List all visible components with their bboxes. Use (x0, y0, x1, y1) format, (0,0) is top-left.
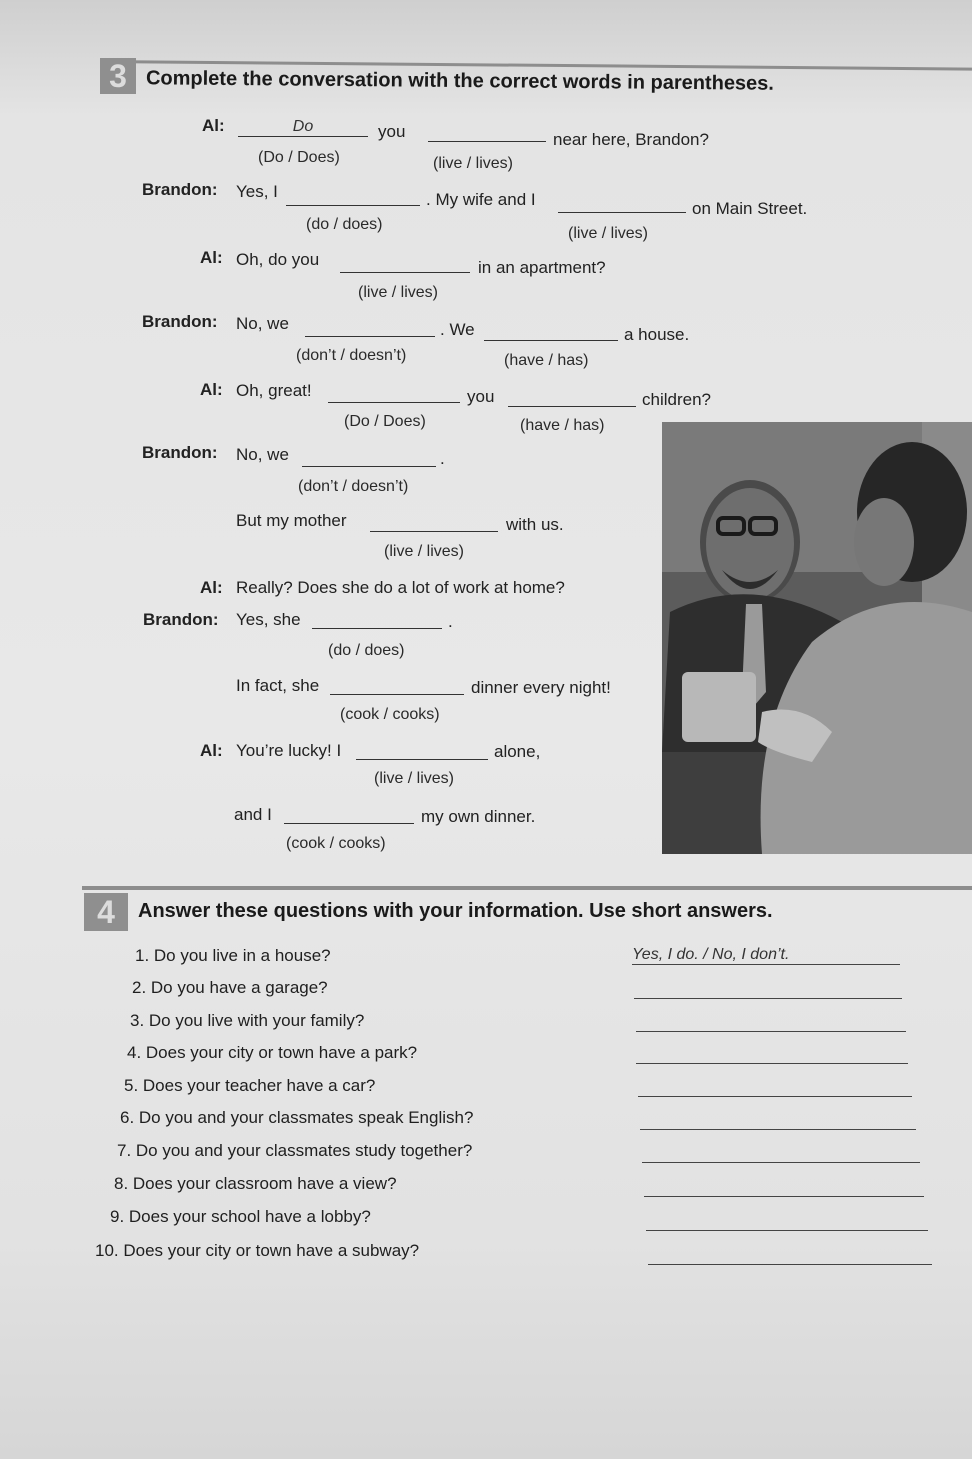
section-4-number: 4 (84, 893, 128, 931)
section-3-instruction: Complete the conversation with the correct words in parentheses. (145, 67, 775, 95)
blank-6[interactable] (305, 318, 435, 337)
line-12-text-b: my own dinner. (421, 807, 536, 826)
line-2-text-c: on Main Street. (692, 199, 808, 218)
speaker-al: Al: (200, 741, 223, 760)
hint-13: (cook / cooks) (340, 706, 440, 723)
question-1: 1. Do you live in a house? (135, 946, 331, 965)
hint-6: (don’t / doesn’t) (296, 347, 407, 364)
line-4-text-c: a house. (624, 325, 690, 344)
blank-9[interactable] (508, 388, 636, 407)
line-6-text-b: . (440, 449, 445, 468)
answer-8[interactable] (644, 1178, 924, 1197)
line-7-text-a: But my mother (236, 511, 347, 530)
line-2-text-b: . My wife and I (426, 190, 536, 209)
section-4-instruction: Answer these questions with your information. Use short answers. (138, 900, 773, 922)
line-1-text-b: near here, Brandon? (553, 130, 709, 149)
blank-8[interactable] (328, 384, 460, 403)
line-5-text-a: Oh, great! (236, 381, 312, 400)
line-5-text-c: children? (642, 390, 711, 409)
line-9-text-b: . (448, 612, 453, 631)
hint-15: (cook / cooks) (286, 835, 386, 852)
speaker-al: Al: (200, 380, 223, 399)
line-10-text-b: dinner every night! (471, 678, 611, 697)
answer-5[interactable] (638, 1078, 912, 1097)
question-5: 5. Does your teacher have a car? (124, 1076, 376, 1095)
line-3-text-b: in an apartment? (478, 258, 606, 277)
line-8-text: Really? Does she do a lot of work at home? (236, 578, 565, 597)
answer-4[interactable] (636, 1045, 908, 1064)
speaker-al: Al: (202, 116, 225, 135)
section-4-rule (82, 886, 972, 890)
blank-5[interactable] (340, 254, 470, 273)
blank-3[interactable] (286, 187, 420, 206)
question-7: 7. Do you and your classmates study together? (117, 1141, 473, 1160)
speaker-al: Al: (200, 248, 223, 267)
answer-6[interactable] (640, 1111, 916, 1130)
answer-10[interactable] (648, 1246, 932, 1265)
blank-1[interactable] (238, 118, 368, 137)
question-6: 6. Do you and your classmates speak English? (120, 1108, 474, 1127)
hint-4: (live / lives) (568, 225, 649, 242)
hint-14: (live / lives) (374, 770, 455, 787)
hint-8: (Do / Does) (344, 413, 426, 430)
line-3-text-a: Oh, do you (236, 250, 320, 269)
line-4-text-a: No, we (236, 314, 289, 333)
blank-13[interactable] (330, 676, 464, 695)
blank-11[interactable] (370, 513, 498, 532)
hint-3: (do / does) (306, 216, 383, 233)
line-9-text-a: Yes, she (236, 610, 301, 629)
hint-12: (do / does) (328, 642, 405, 659)
question-8: 8. Does your classroom have a view? (114, 1174, 397, 1193)
line-7-text-b: with us. (506, 515, 564, 534)
hint-11: (live / lives) (384, 543, 465, 560)
line-5-text-b: you (467, 387, 495, 406)
answer-1[interactable] (632, 946, 900, 965)
speaker-brandon: Brandon: (142, 312, 218, 331)
line-11-text-b: alone, (494, 742, 541, 761)
hint-2: (live / lives) (433, 155, 514, 172)
blank-15[interactable] (284, 805, 414, 824)
hint-9: (have / has) (520, 417, 605, 434)
hint-7: (have / has) (504, 352, 589, 369)
speaker-al: Al: (200, 578, 223, 597)
hint-5: (live / lives) (358, 284, 439, 301)
answer-3[interactable] (636, 1013, 906, 1032)
example-answer: Yes, I do. / No, I don’t. (632, 946, 790, 963)
line-4-text-b: . We (440, 320, 475, 339)
speaker-brandon: Brandon: (142, 180, 218, 199)
section-3-number: 3 (100, 58, 136, 94)
answer-7[interactable] (642, 1144, 920, 1163)
question-10: 10. Does your city or town have a subway? (95, 1241, 420, 1260)
blank-10[interactable] (302, 448, 436, 467)
question-3: 3. Do you live with your family? (130, 1011, 365, 1030)
blank-4[interactable] (558, 194, 686, 213)
question-4: 4. Does your city or town have a park? (127, 1043, 418, 1062)
line-11-text-a: You’re lucky! I (236, 741, 342, 760)
line-1-text-a: you (378, 122, 406, 141)
line-12-text-a: and I (234, 805, 272, 824)
hint-1: (Do / Does) (258, 149, 340, 166)
question-2: 2. Do you have a garage? (132, 978, 328, 997)
line-6-text-a: No, we (236, 445, 289, 464)
answer-9[interactable] (646, 1212, 928, 1231)
answer-2[interactable] (634, 980, 902, 999)
speaker-brandon: Brandon: (142, 443, 218, 462)
blank-14[interactable] (356, 741, 488, 760)
hint-10: (don’t / doesn’t) (298, 478, 409, 495)
line-10-text-a: In fact, she (236, 676, 320, 695)
question-9: 9. Does your school have a lobby? (110, 1207, 371, 1226)
blank-12[interactable] (312, 610, 442, 629)
blank-2[interactable] (428, 123, 546, 142)
blank-7[interactable] (484, 322, 618, 341)
blank-1-answer: Do (292, 118, 314, 135)
speaker-brandon: Brandon: (143, 610, 219, 629)
photo-two-men-talking-icon (662, 422, 972, 854)
line-2-text-a: Yes, I (236, 182, 278, 201)
